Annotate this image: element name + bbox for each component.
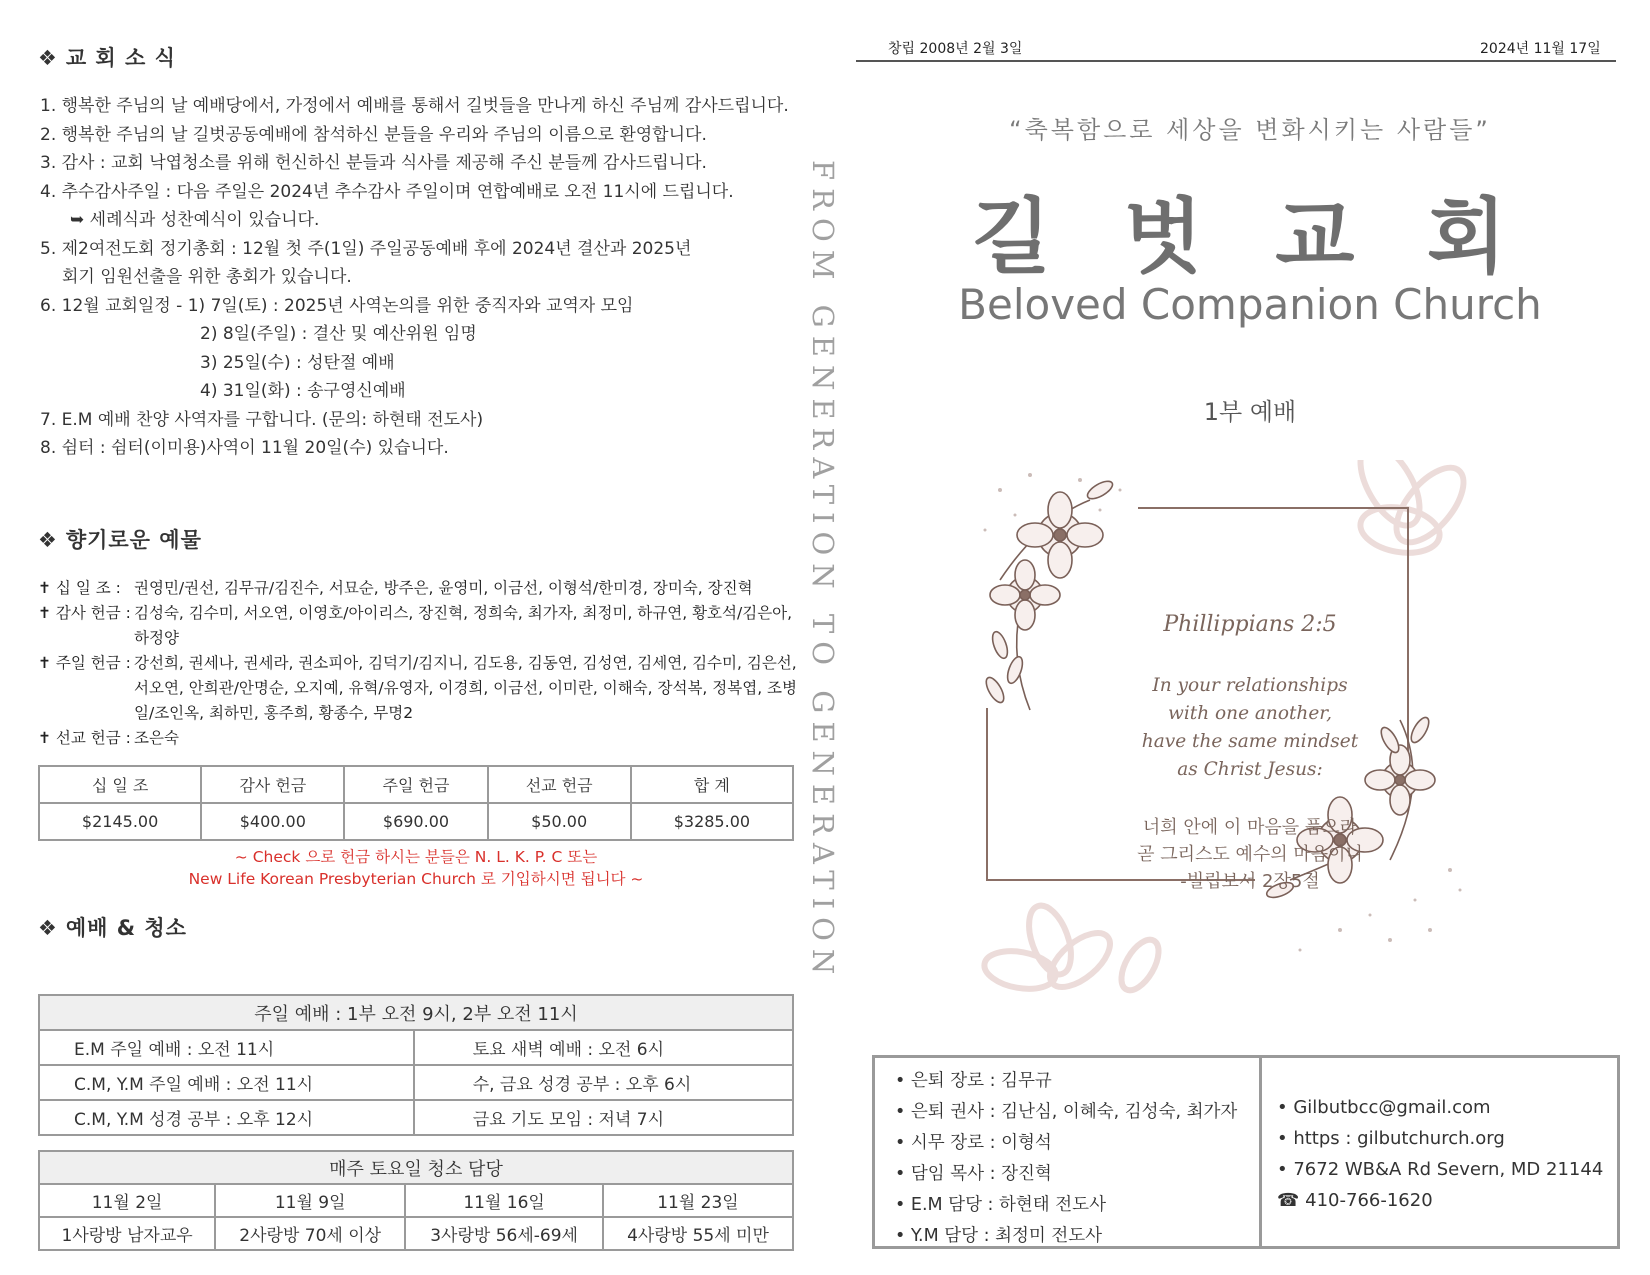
contact-website[interactable]: • https : gilbutchurch.org xyxy=(1277,1128,1505,1149)
news-item: 2) 8일(주일) : 결산 및 예산위원 임명 xyxy=(200,324,477,344)
worship-title-text: 예배 & 청소 xyxy=(65,916,187,940)
offering-names: 권영민/권선, 김무규/김진수, 서묘순, 방주은, 윤영미, 이금선, 이형석/한미경, 장미숙, 장진혁 xyxy=(134,579,753,597)
news-item: 1. 행복한 주님의 날 예배당에서, 가정에서 예배를 통해서 길벗들을 만나게 하신 주님께 감사드립니다. xyxy=(40,96,789,116)
offering-names: 김성숙, 김수미, 서오연, 이영호/아이리스, 장진혁, 정희숙, 최가자, 최정미, 하규연, 황호석/김은아, 하정양 xyxy=(134,604,793,647)
totals-header-cell: 주일 헌금 xyxy=(344,766,487,803)
contact-phone: ☎ 410-766-1620 xyxy=(1277,1190,1433,1211)
verse-line: 너희 안에 이 마음을 품으라 xyxy=(1142,817,1358,838)
verse-reference: Phillippians 2:5 xyxy=(1163,612,1337,637)
offerings-title-text: 향기로운 예물 xyxy=(65,528,202,552)
cleaning-date: 11월 23일 xyxy=(603,1184,793,1217)
note-line: ~ Check 으로 헌금 하시는 분들은 N. L. K. P. C 또는 xyxy=(234,848,598,866)
contact-address: • 7672 WB&A Rd Severn, MD 21144 xyxy=(1277,1159,1604,1180)
staff-item: • Y.M 담당 : 최정미 전도사 xyxy=(895,1226,1103,1246)
offering-row xyxy=(38,601,798,651)
worship-cell: 금요 기도 모임 : 저녁 7시 xyxy=(414,1100,793,1135)
totals-header-cell: 십 일 조 xyxy=(39,766,201,803)
worship-row xyxy=(39,1030,793,1065)
diamond-bullet-icon: ❖ xyxy=(38,46,58,70)
staff-item: • 담임 목사 : 장진혁 xyxy=(895,1164,1052,1184)
news-item: 3. 감사 : 교회 낙엽청소를 위해 헌신하신 분들과 식사를 제공해 주신 분들께 감사드립니다. xyxy=(40,153,707,173)
cleaning-group: 2사랑방 70세 이상 xyxy=(215,1217,405,1250)
news-item: 7. E.M 예배 찬양 사역자를 구합니다. (문의: 하현태 전도사) xyxy=(40,409,484,430)
contact-email[interactable]: • Gilbutbcc@gmail.com xyxy=(1277,1097,1491,1118)
worship-schedule-table xyxy=(38,994,794,1136)
staff-item: • 은퇴 권사 : 김난심, 이혜숙, 김성숙, 최가자 xyxy=(895,1102,1238,1122)
news-item: 3) 25일(수) : 성탄절 예배 xyxy=(200,352,395,373)
worship-row xyxy=(39,1065,793,1100)
offering-label: ✝ 감사 헌금 : xyxy=(38,604,131,622)
totals-header-row xyxy=(39,766,793,803)
news-list xyxy=(40,92,810,463)
worship-section-title xyxy=(38,912,187,942)
totals-value-cell: $400.00 xyxy=(201,803,344,840)
church-info-box xyxy=(872,1055,1620,1249)
cleaning-group: 1사랑방 남자교우 xyxy=(39,1217,215,1250)
offering-row xyxy=(38,576,798,601)
verse-line: 곧 그리스도 예수의 마음이니 xyxy=(1137,844,1363,865)
cleaning-header: 매주 토요일 청소 담당 xyxy=(39,1151,793,1184)
verse-line: have the same mindset xyxy=(1141,731,1359,752)
totals-value-cell: $690.00 xyxy=(344,803,487,840)
news-item: ➥ 세례식과 성찬예식이 있습니다. xyxy=(70,210,320,230)
offering-row xyxy=(38,726,798,751)
news-item: 6. 12월 교회일정 - 1) 7일(토) : 2025년 사역논의를 위한 중직자와 교역자 모임 xyxy=(40,295,634,316)
offering-names: 강선희, 권세나, 권세라, 권소피아, 김덕기/김지니, 김도용, 김동연, 김성연, 김세연, 김수미, 김은선, 서오연, 안희관/안명순, 오지예, 유혁/유영자, 이경희, 이금선, 이미란, 이해숙, 장석복, 정복엽, 조병일/조인옥, 최하민, 홍주희, 황종수, 무명2 xyxy=(134,654,797,722)
worship-cell: E.M 주일 예배 : 오전 11시 xyxy=(39,1030,414,1065)
totals-header-cell: 감사 헌금 xyxy=(201,766,344,803)
verse-korean xyxy=(1090,814,1410,895)
diamond-bullet-icon: ❖ xyxy=(38,528,58,552)
totals-header-cell: 선교 헌금 xyxy=(488,766,631,803)
church-name: 길 벗 교 회 xyxy=(971,190,1529,285)
totals-value-cell: $2145.00 xyxy=(39,803,201,840)
staff-item: • 시무 장로 : 이형석 xyxy=(895,1133,1052,1153)
worship-row xyxy=(39,1100,793,1135)
cleaning-group: 3사랑방 56세-69세 xyxy=(405,1217,603,1250)
header-divider xyxy=(856,60,1616,62)
staff-list xyxy=(895,1066,1237,1252)
note-line: New Life Korean Presbyterian Church 로 기입하시면 됩니다 ~ xyxy=(188,870,644,888)
news-item: 8. 쉼터 : 쉼터(이미용)사역이 11월 20일(수) 있습니다. xyxy=(40,438,449,458)
church-motto: “축복함으로 세상을 변화시키는 사람들” xyxy=(1009,116,1491,144)
news-title-text: 교 회 소 식 xyxy=(65,46,176,70)
cleaning-date: 11월 9일 xyxy=(215,1184,405,1217)
news-item: 5. 제2여전도회 정기총회 : 12월 첫 주(1일) 주일공동예배 후에 2024년 결산과 2025년 xyxy=(40,238,692,259)
founded-date: 창립 2008년 2월 3일 xyxy=(888,41,1023,57)
staff-item: • 은퇴 장로 : 김무규 xyxy=(895,1071,1052,1091)
cleaning-date: 11월 16일 xyxy=(405,1184,603,1217)
news-item: 회기 임원선출을 위한 총회가 있습니다. xyxy=(62,267,352,287)
vertical-spine-text: FROM GENERATION TO GENERATION xyxy=(806,160,840,983)
verse-line: -빌립보서 2장5절 xyxy=(1180,871,1320,892)
offering-names: 조은숙 xyxy=(134,729,179,747)
verse-line: as Christ Jesus: xyxy=(1177,759,1323,780)
worship-cell: 토요 새벽 예배 : 오전 6시 xyxy=(414,1030,793,1065)
worship-cell: 수, 금요 성경 공부 : 오후 6시 xyxy=(414,1065,793,1100)
church-english-name: Beloved Companion Church xyxy=(958,280,1542,329)
service-label: 1부 예배 xyxy=(1203,398,1297,426)
cleaning-schedule-table xyxy=(38,1150,794,1251)
offering-label: ✝ 주일 헌금 : xyxy=(38,654,131,672)
totals-value-row xyxy=(39,803,793,840)
verse-line: In your relationships xyxy=(1152,675,1348,696)
offering-totals-table xyxy=(38,765,794,841)
offerings-list xyxy=(38,576,798,751)
worship-cell: C.M, Y.M 성경 공부 : 오후 12시 xyxy=(39,1100,414,1135)
worship-cell: C.M, Y.M 주일 예배 : 오전 11시 xyxy=(39,1065,414,1100)
info-divider xyxy=(1259,1058,1262,1246)
totals-value-cell: $50.00 xyxy=(488,803,631,840)
news-item: 4. 추수감사주일 : 다음 주일은 2024년 추수감사 주일이며 연합예배로 오전 11시에 드립니다. xyxy=(40,181,734,202)
bulletin-date: 2024년 11월 17일 xyxy=(1480,41,1601,57)
cleaning-group: 4사랑방 55세 미만 xyxy=(603,1217,793,1250)
news-item: 4) 31일(화) : 송구영신예배 xyxy=(200,381,406,401)
totals-value-cell: $3285.00 xyxy=(631,803,793,840)
check-offering-note xyxy=(38,846,794,890)
verse-line: with one another, xyxy=(1168,703,1332,724)
offerings-section-title xyxy=(38,524,202,554)
staff-item: • E.M 담당 : 하현태 전도사 xyxy=(895,1195,1106,1215)
contact-list xyxy=(1277,1092,1603,1216)
news-item: 2. 행복한 주님의 날 길벗공동예배에 참석하신 분들을 우리와 주님의 이름으로 환영합니다. xyxy=(40,124,707,145)
verse-english xyxy=(1090,672,1410,784)
totals-header-cell: 합 계 xyxy=(631,766,793,803)
offering-label: ✝ 십 일 조 : xyxy=(38,579,121,597)
cleaning-dates-row xyxy=(39,1184,793,1217)
news-section-title xyxy=(38,42,176,72)
cleaning-date: 11월 2일 xyxy=(39,1184,215,1217)
diamond-bullet-icon: ❖ xyxy=(38,916,58,940)
offering-label: ✝ 선교 헌금 : xyxy=(38,729,131,747)
cleaning-groups-row xyxy=(39,1217,793,1250)
sunday-worship-header: 주일 예배 : 1부 오전 9시, 2부 오전 11시 xyxy=(39,995,793,1030)
offering-row xyxy=(38,651,798,726)
